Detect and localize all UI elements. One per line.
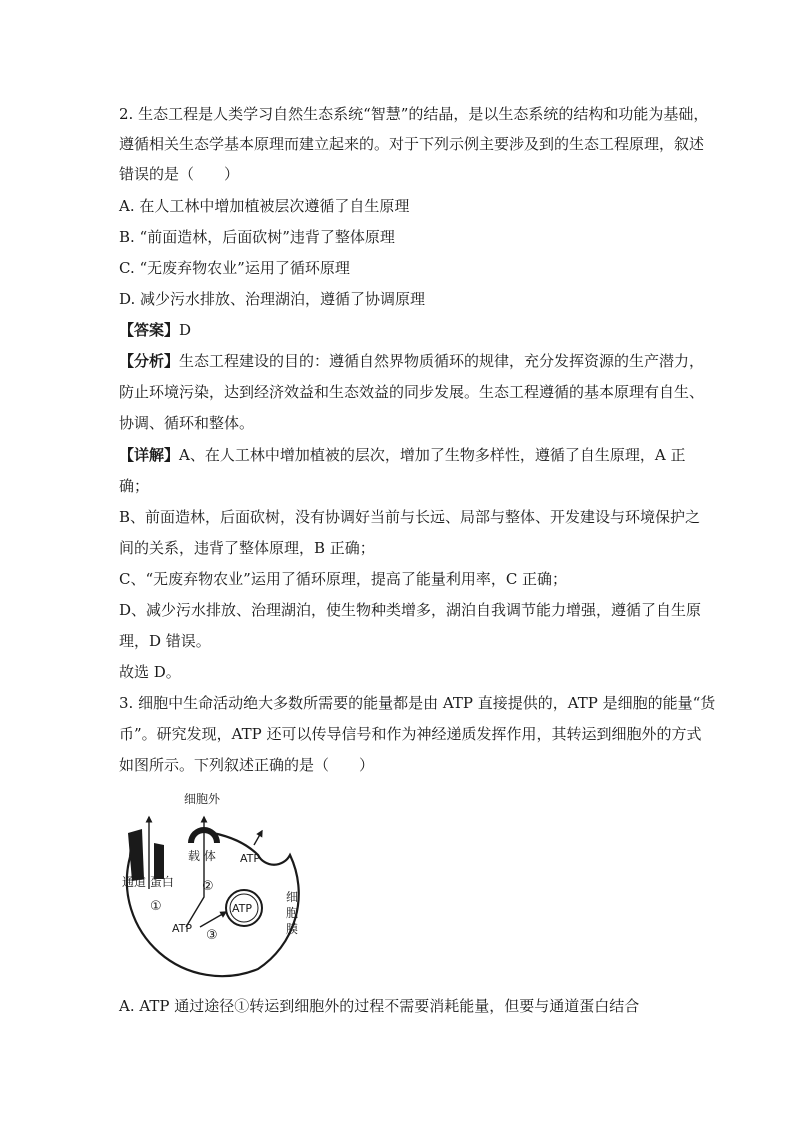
q3-stem-line-3: 如图所示。下列叙述正确的是（ ） xyxy=(119,756,375,774)
q2-detail-line-7: 理，D 错误。 xyxy=(119,632,211,650)
q2-detail-line-5: C、“无废弃物农业”运用了循环原理，提高了能量利用率，C 正确； xyxy=(119,570,568,588)
q3-option-a: A. ATP 通过途径①转运到细胞外的过程不需要消耗能量，但要与通道蛋白结合 xyxy=(119,997,640,1015)
label-atp-outside: ATP xyxy=(240,852,261,865)
q2-analysis-line-3: 协调、循环和整体。 xyxy=(119,414,255,432)
q2-option-a: A. 在人工林中增加植被层次遵循了自生原理 xyxy=(119,197,410,215)
atp-transport-figure xyxy=(118,787,318,982)
q3-stem-line-2: 币”。研究发现，ATP 还可以传导信号和作为神经递质发挥作用，其转运到细胞外的方式 xyxy=(119,725,702,743)
q3-stem-line-1: 3. 细胞中生命活动绝大多数所需要的能量都是由 ATP 直接提供的，ATP 是细胞的能量“货 xyxy=(119,694,716,712)
q2-stem-line-2: 遵循相关生态学基本原理而建立起来的。对于下列示例主要涉及到的生态工程原理，叙述 xyxy=(119,135,705,153)
q2-detail-line-1 xyxy=(119,445,685,465)
analysis-text-1: 生态工程建设的目的：遵循自然界物质循环的规律，充分发挥资源的生产潜力， xyxy=(179,352,705,370)
label-route-1: ① xyxy=(150,899,162,914)
label-membrane-1: 细 xyxy=(286,890,299,904)
detail-tag: 【详解】 xyxy=(119,446,180,464)
q2-analysis-line-2: 防止环境污染，达到经济效益和生态效益的同步发展。生态工程遵循的基本原理有自生、 xyxy=(119,383,705,401)
q2-detail-line-3: B、前面造林，后面砍树，没有协调好当前与长远、局部与整体、开发建设与环境保护之 xyxy=(119,508,701,526)
label-outside: 细胞外 xyxy=(184,792,221,806)
exocytosis-arrow xyxy=(254,831,262,845)
route-3-arrow xyxy=(200,912,226,927)
q2-option-c: C. “无废弃物农业”运用了循环原理 xyxy=(119,259,350,277)
analysis-tag: 【分析】 xyxy=(119,352,180,370)
label-carrier: 载 体 xyxy=(188,849,216,863)
q2-conclusion: 故选 D。 xyxy=(119,663,181,681)
label-route-3: ③ xyxy=(206,928,218,943)
label-channel: 通道 蛋白 xyxy=(122,875,174,889)
label-membrane-3: 膜 xyxy=(286,922,299,936)
label-route-2: ② xyxy=(202,879,214,894)
q2-stem-line-1: 2. 生态工程是人类学习自然生态系统“智慧”的结晶，是以生态系统的结构和功能为基础， xyxy=(119,105,709,123)
label-membrane-2: 胞 xyxy=(286,906,299,920)
detail-text-1: A、在人工林中增加植被的层次，增加了生物多样性，遵循了自生原理，A 正 xyxy=(179,446,686,464)
channel-protein-shape xyxy=(128,829,164,881)
q2-answer xyxy=(119,320,191,340)
label-atp-cytoplasm: ATP xyxy=(172,922,193,935)
q2-option-b: B. “前面造林，后面砍树”违背了整体原理 xyxy=(119,228,395,246)
q2-detail-line-2: 确； xyxy=(119,477,150,495)
q2-option-d: D. 减少污水排放、治理湖泊，遵循了协调原理 xyxy=(119,290,426,308)
label-atp-vesicle: ATP xyxy=(232,902,253,915)
q2-analysis-line-1 xyxy=(119,351,704,371)
q2-detail-line-6: D、减少污水排放、治理湖泊，使生物种类增多，湖泊自我调节能力增强，遵循了自生原 xyxy=(119,601,702,619)
q2-stem-line-3: 错误的是（ ） xyxy=(119,165,240,183)
q2-detail-line-4: 间的关系，违背了整体原理，B 正确； xyxy=(119,539,375,557)
answer-value: D xyxy=(179,321,192,339)
answer-tag: 【答案】 xyxy=(119,321,180,339)
